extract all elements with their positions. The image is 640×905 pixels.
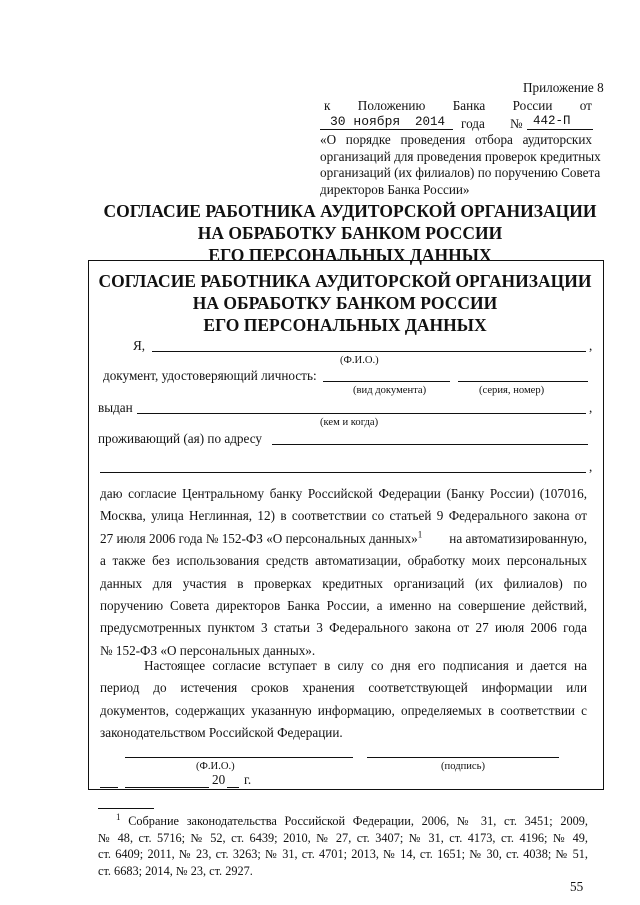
consent-line: предусмотренных пунктом 3 статьи 3 Федерального закона от 27 июля 2006 года [100,620,587,636]
consent-line-part: 27 июля 2006 года № 152-ФЗ «О персональных данных» [100,530,418,546]
address-field[interactable] [272,444,588,445]
signature-field[interactable] [367,757,559,758]
consent-line: а также без использования средств автоматизации, обработку моих персональных [100,553,587,569]
form-title-line: НА ОБРАБОТКУ БАНКОМ РОССИИ [192,293,498,313]
address-field-2[interactable] [100,472,586,473]
main-title-line: НА ОБРАБОТКУ БАНКОМ РОССИИ [197,223,503,243]
fio-comma: , [589,338,593,353]
issued-field[interactable] [137,413,586,414]
regulation-word: России [512,98,553,113]
regulation-subject [320,132,601,198]
year-handwritten: 2014 [415,115,446,129]
consent-line: Москва, улица Неглинная, 12) в соответствии со статьей 9 Федерального закона от [100,508,587,524]
footnote-line: ст. 6409; 2011, № 23, ст. 3263; № 31, ст. 4701; 2013, № 14, ст. 1651; № 30, ст. 4038; № 51, [98,847,588,861]
validity-paragraph [100,655,587,745]
main-title-line: СОГЛАСИЕ РАБОТНИКА АУДИТОРСКОЙ ОРГАНИЗАЦИИ [103,201,597,221]
consent-line-part: на автоматизированную, [449,530,587,546]
date-day-field[interactable] [100,787,118,788]
date-year-field[interactable] [227,787,239,788]
footnote-line: $^1$ Собрание законодательства Российской Федерации, 2006, № 31, ст. 3451; 2009, [116,811,589,828]
footnote-line: № 48, ст. 5716; № 52, ст. 6439; 2010, № 27, ст. 3407; № 31, ст. 4173, ст. 4196; № 49, [98,830,588,845]
consent-line: № 152-ФЗ «О персональных данных». [100,642,316,658]
year-word: года [461,116,485,131]
validity-line: Настоящее согласие вступает в силу со дня его подписания и дается на [144,658,587,673]
consent-paragraph [100,483,587,662]
validity-line: документов, содержащих указанную информацию, определяемых в соответствии с [100,702,587,718]
issued-hint: (кем и когда) [320,417,379,428]
i-label: Я, [133,338,146,353]
fio-field[interactable] [152,351,586,352]
regulation-word: к [324,98,331,113]
regulation-word: Положению [357,98,426,113]
subject-line: «О порядке проведения отбора аудиторских [320,132,592,147]
consent-line: даю согласие Центральному банку Российской Федерации (Банку России) (107016, [100,486,587,501]
date-handwritten: 30 ноября [330,114,401,129]
address-label: проживающий (ая) по адресу [98,431,262,446]
issued-label: выдан [98,400,133,415]
doc-series-field[interactable] [458,381,588,382]
doc-type-hint: (вид документа) [353,385,427,396]
date-year-suffix: г. [244,772,252,787]
signature-hint: (подпись) [441,761,485,772]
validity-line: законодательством Российской Федерации. [100,725,343,741]
form-title [88,270,602,336]
footnote-line: ст. 6683; 2014, № 23, ст. 2927. [98,863,253,878]
fio-hint: (Ф.И.О.) [340,355,379,366]
date-year-prefix: 20 [212,772,226,787]
doc-series-hint: (серия, номер) [479,385,545,396]
number-handwritten: 442-П [533,114,571,128]
date-month-field[interactable] [125,787,209,788]
footnote-separator [98,808,154,809]
footnote-mark: 1 [116,811,121,822]
consent-line-with-footnote [100,528,587,550]
number-sign: № [510,116,523,131]
subject-line: организаций (их филиалов) по поручению Совета [320,165,601,180]
issued-comma: , [589,400,593,415]
footnote [98,813,588,879]
signature-fio-hint: (Ф.И.О.) [196,761,235,772]
regulation-word: от [579,98,592,113]
page-number: 55 [570,879,584,894]
subject-line: организаций для проведения проверок кредитных [320,148,601,164]
main-title [60,200,640,266]
form-title-line: СОГЛАСИЕ РАБОТНИКА АУДИТОРСКОЙ ОРГАНИЗАЦИИ [98,271,592,291]
consent-line: поручению Совета директоров Банка России, а именно на совершение действий, [100,598,587,614]
doc-type-field[interactable] [323,381,450,382]
signature-fio-field[interactable] [125,757,353,758]
document-label: документ, удостоверяющий личность: [103,368,317,383]
subject-line: директоров Банка России» [320,181,470,197]
consent-line: данных для участия в проверках кредитных организаций (их филиалов) по [100,575,587,591]
address-comma: , [589,459,593,474]
footnote-ref[interactable]: 1 [417,529,423,540]
regulation-word: Банка [452,98,486,113]
main-title-line: ЕГО ПЕРСОНАЛЬНЫХ ДАННЫХ [208,245,492,265]
form-title-line: ЕГО ПЕРСОНАЛЬНЫХ ДАННЫХ [203,315,487,335]
validity-line: период до истечения сроков хранения соответствующей информации или [100,680,587,696]
appendix-label: Приложение 8 [523,80,604,95]
